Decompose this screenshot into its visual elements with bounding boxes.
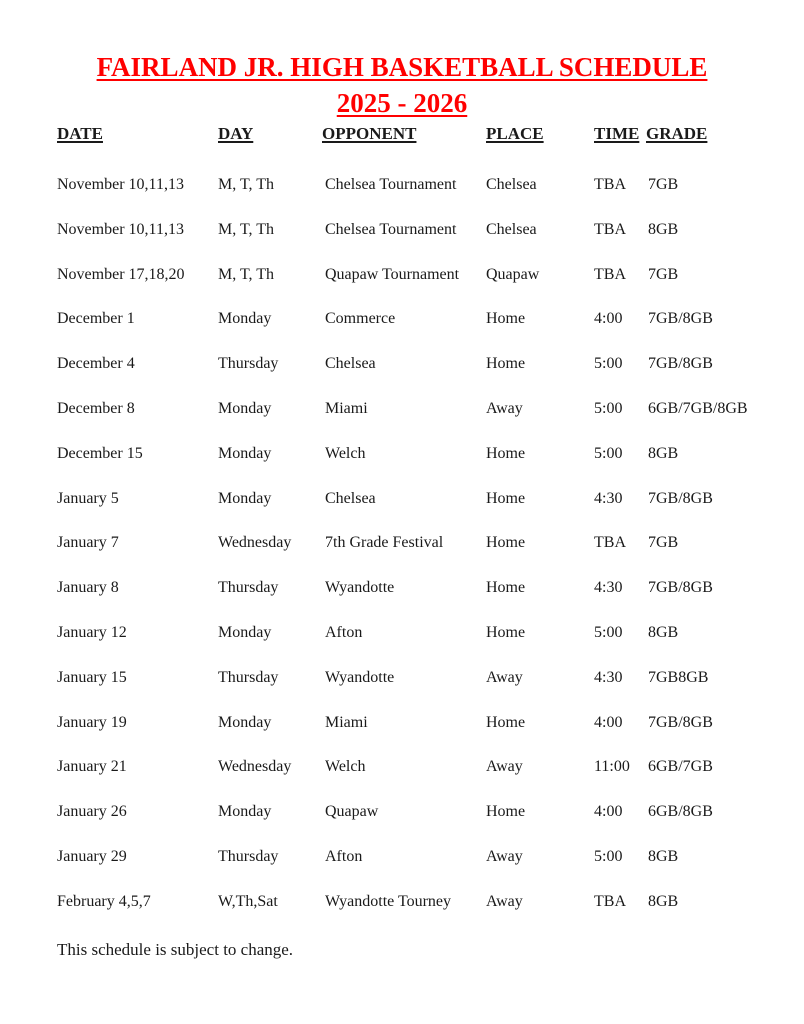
game-date: November 10,11,13 [57,220,184,238]
game-date: January 29 [57,848,127,865]
game-grade: 7GB [648,176,679,193]
schedule-row [0,579,804,603]
game-date: January 7 [57,534,119,552]
schedule-title: FAIRLAND JR. HIGH BASKETBALL SCHEDULE [96,52,708,82]
game-place: Home [486,355,526,373]
game-date: February 4,5,7 [57,892,151,910]
game-day: Thursday [218,579,279,597]
game-grade: 8GB [648,444,679,462]
schedule-row [0,400,804,424]
game-opponent: Wyandotte [325,668,395,686]
game-grade: 7GB/8GB [648,713,713,731]
game-day: M, T, Th [218,265,275,283]
game-opponent: Quapaw Tournament [325,265,460,283]
header-date: DATE [57,124,103,143]
game-time: 4:00 [594,310,623,328]
game-date: December 8 [57,400,135,417]
game-opponent: Chelsea [325,489,376,507]
game-grade: 8GB [648,624,679,641]
game-place: Quapaw [486,265,540,283]
game-day: Monday [218,444,272,462]
game-place: Away [486,400,523,417]
game-opponent: Afton [325,624,363,641]
game-time: 4:30 [594,668,623,686]
game-opponent: 7th Grade Festival [325,534,444,552]
schedule-header-row [0,124,804,148]
schedule-row [0,624,804,648]
game-date: November 10,11,13 [57,176,184,193]
game-day: M, T, Th [218,220,275,238]
game-place: Away [486,758,523,776]
game-opponent: Wyandotte [325,579,395,597]
header-day: DAY [218,124,254,143]
schedule-row [0,803,804,827]
game-grade: 8GB [648,892,679,910]
game-time: 5:00 [594,444,623,462]
game-place: Home [486,803,526,821]
game-time: 5:00 [594,624,623,641]
game-opponent: Welch [325,758,366,776]
schedule-row [0,266,804,290]
game-place: Home [486,310,526,328]
game-grade: 7GB/8GB [648,579,713,597]
schedule-row [0,534,804,558]
header-time: TIME [594,124,640,143]
game-opponent: Chelsea Tournament [325,176,457,193]
game-date: December 4 [57,355,135,373]
game-date: January 12 [57,624,127,641]
game-date: January 19 [57,713,127,731]
game-time: 4:30 [594,489,623,507]
game-grade: 7GB [648,534,679,552]
game-time: 4:30 [594,579,623,597]
game-time: TBA [594,265,626,283]
game-grade: 6GB/8GB [648,803,713,821]
game-day: Monday [218,400,272,417]
game-date: November 17,18,20 [57,265,185,283]
game-place: Home [486,713,526,731]
game-day: M, T, Th [218,176,275,193]
schedule-row [0,714,804,738]
schedule-row [0,176,804,200]
game-time: 4:00 [594,713,623,731]
game-time: 4:00 [594,803,623,821]
game-opponent: Afton [325,848,363,865]
game-time: 5:00 [594,355,623,373]
game-grade: 7GB/8GB [648,355,713,373]
schedule-row [0,669,804,693]
game-opponent: Wyandotte Tourney [325,892,452,910]
game-date: January 26 [57,803,127,821]
game-day: Monday [218,310,272,328]
game-day: Thursday [218,668,279,686]
game-place: Chelsea [486,220,537,238]
game-grade: 7GB [648,265,679,283]
header-grade: GRADE [646,124,708,143]
game-date: January 15 [57,668,127,686]
game-opponent: Commerce [325,310,396,328]
game-grade: 7GB8GB [648,668,709,686]
game-time: 11:00 [594,758,630,776]
schedule-disclaimer: This schedule is subject to change. [57,940,294,959]
season-years: 2025 - 2026 [336,88,468,118]
schedule-row [0,490,804,514]
game-grade: 6GB/7GB [648,758,713,776]
header-place: PLACE [486,124,544,143]
game-day: Monday [218,803,272,821]
game-day: Thursday [218,355,279,373]
game-day: Monday [218,489,272,507]
game-date: January 5 [57,489,119,507]
game-place: Away [486,848,523,865]
game-date: January 21 [57,758,127,776]
schedule-row [0,310,804,334]
schedule-row [0,221,804,245]
game-time: TBA [594,534,626,552]
game-place: Home [486,579,526,597]
game-time: TBA [594,220,626,238]
schedule-row [0,445,804,469]
game-day: Wednesday [218,758,292,776]
game-day: Thursday [218,848,279,865]
game-opponent: Miami [325,400,368,417]
game-date: January 8 [57,579,119,597]
game-place: Chelsea [486,176,537,193]
game-opponent: Chelsea [325,355,376,373]
schedule-row [0,758,804,782]
game-grade: 6GB/7GB/8GB [648,400,748,417]
game-date: December 1 [57,310,135,328]
game-grade: 7GB/8GB [648,489,713,507]
schedule-row [0,355,804,379]
game-day: Monday [218,624,272,641]
game-place: Away [486,892,523,910]
game-date: December 15 [57,444,143,462]
game-day: Monday [218,713,272,731]
game-opponent: Quapaw [325,803,379,821]
schedule-row [0,893,804,917]
game-grade: 8GB [648,220,679,238]
game-time: 5:00 [594,400,623,417]
game-day: Wednesday [218,534,292,552]
game-opponent: Chelsea Tournament [325,220,457,238]
game-place: Home [486,444,526,462]
game-place: Home [486,534,526,552]
game-opponent: Miami [325,713,368,731]
game-place: Away [486,668,523,686]
game-time: TBA [594,892,626,910]
game-time: 5:00 [594,848,623,865]
schedule-row [0,848,804,872]
game-opponent: Welch [325,444,366,462]
header-opponent: OPPONENT [322,124,417,143]
game-grade: 8GB [648,848,679,865]
game-day: W,Th,Sat [218,892,278,910]
game-time: TBA [594,176,626,193]
game-place: Home [486,624,526,641]
game-grade: 7GB/8GB [648,310,713,328]
game-place: Home [486,489,526,507]
